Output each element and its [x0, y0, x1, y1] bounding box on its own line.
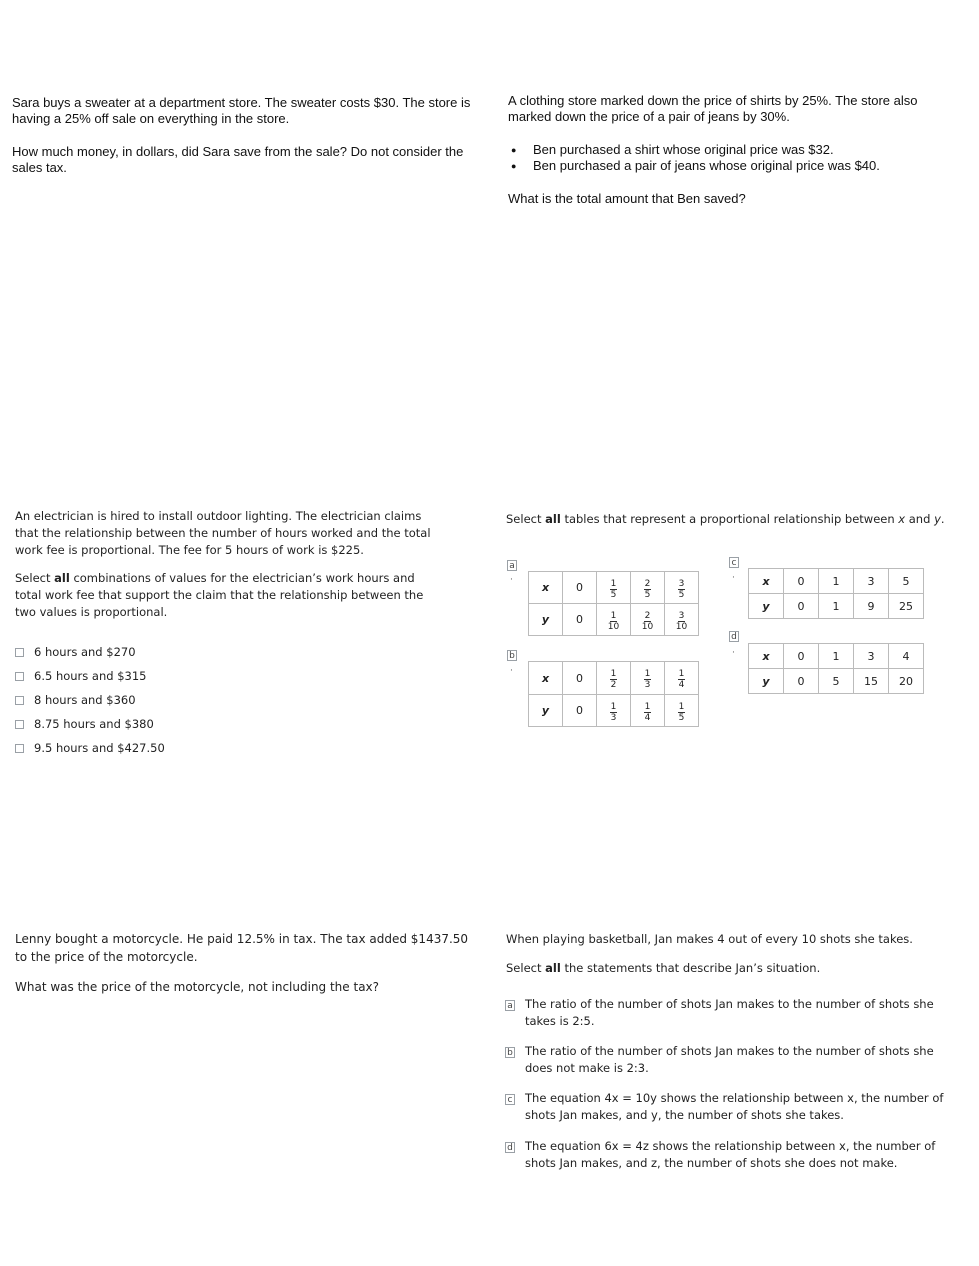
- choice-c-marker[interactable]: c: [505, 1094, 515, 1105]
- choice-b-marker[interactable]: b: [505, 1047, 515, 1058]
- question-motorcycle: [15, 930, 480, 996]
- option-row[interactable]: [15, 736, 435, 760]
- table-cell: 4: [889, 644, 924, 669]
- option-row[interactable]: [15, 688, 435, 712]
- table-cell: $\frac{2}{5}$: [631, 572, 665, 604]
- x-header: x: [529, 572, 563, 604]
- table-cell: 0: [784, 569, 819, 594]
- table-cell: $\frac{1}{4}$: [631, 695, 665, 727]
- option-text: The ratio of the number of shots Jan makes to the number of shots she does not make is 2:3.: [525, 1044, 934, 1075]
- table-cell: 1: [819, 594, 854, 619]
- checkbox[interactable]: [15, 720, 24, 729]
- question-stem: Sara buys a sweater at a department store. The sweater costs $30. The store is having a 25% off sale on everything in the store.: [12, 95, 471, 126]
- question-stem: When playing basketball, Jan makes 4 out of every 10 shots she takes.: [506, 932, 913, 946]
- dot: ·: [732, 573, 735, 583]
- table-cell: 3: [854, 569, 889, 594]
- checkbox[interactable]: [15, 672, 24, 681]
- choice-a-marker[interactable]: a: [505, 1000, 515, 1011]
- question-clothing-store: [508, 93, 948, 207]
- option-text: The equation 4x = 10y shows the relationship between x, the number of shots Jan makes, and y, the number of shots she takes.: [525, 1091, 944, 1122]
- question-instruction: Select all the statements that describe Jan’s situation.: [506, 961, 821, 975]
- answer-options: [15, 640, 435, 760]
- table-cell: 25: [889, 594, 924, 619]
- option-d[interactable]: [505, 1138, 955, 1172]
- option-a[interactable]: [505, 996, 955, 1030]
- x-header: x: [749, 644, 784, 669]
- choice-b-marker[interactable]: b: [507, 650, 517, 661]
- x-header: x: [529, 662, 563, 695]
- table-cell: $\frac{1}{3}$: [631, 662, 665, 695]
- option-row[interactable]: [15, 640, 435, 664]
- y-header: y: [749, 669, 784, 694]
- bullet-list: [508, 142, 948, 174]
- table-cell: 9: [854, 594, 889, 619]
- option-label: 8.75 hours and $380: [34, 716, 154, 731]
- table-cell: $\frac{3}{10}$: [665, 604, 699, 636]
- list-item: ● Ben purchased a shirt whose original price was $32.: [508, 142, 948, 158]
- table-cell: $\frac{2}{10}$: [631, 604, 665, 636]
- question-electrician: [15, 508, 435, 760]
- table-cell: $\frac{1}{5}$: [597, 572, 631, 604]
- question-prompt: How much money, in dollars, did Sara save from the sale? Do not consider the sales tax.: [12, 144, 464, 175]
- table-cell: 0: [563, 662, 597, 695]
- dot: ·: [510, 666, 513, 676]
- table-cell: 15: [854, 669, 889, 694]
- choice-d-marker[interactable]: d: [505, 1142, 515, 1153]
- question-stem: A clothing store marked down the price of shirts by 25%. The store also marked down the price of a pair of jeans by 30%.: [508, 93, 918, 124]
- option-c[interactable]: [505, 1090, 955, 1124]
- table-cell: 1: [819, 644, 854, 669]
- table-cell: $\frac{1}{4}$: [665, 662, 699, 695]
- option-text: The ratio of the number of shots Jan makes to the number of shots she takes is 2:5.: [525, 997, 934, 1028]
- question-instruction: Select all combinations of values for the electrician’s work hours and total work fee that support the claim that the relationship between the two values is proportional.: [15, 571, 424, 619]
- option-row[interactable]: [15, 712, 435, 736]
- question-proportional-tables: [506, 511, 946, 528]
- checkbox[interactable]: [15, 648, 24, 657]
- option-label: 6.5 hours and $315: [34, 668, 147, 683]
- y-header: y: [749, 594, 784, 619]
- table-d[interactable]: [748, 643, 924, 694]
- x-header: x: [749, 569, 784, 594]
- option-b[interactable]: [505, 1043, 955, 1077]
- list-item: ● Ben purchased a pair of jeans whose original price was $40.: [508, 158, 948, 174]
- choice-c-marker[interactable]: c: [729, 557, 739, 568]
- option-text: The equation 6x = 4z shows the relationship between x, the number of shots Jan makes, and z, the number of shots she does not make.: [525, 1139, 936, 1170]
- question-stem: An electrician is hired to install outdoor lighting. The electrician claims that the relationship between the number of hours worked and the total work fee is proportional. The fee for 5 hours of work is $225.: [15, 509, 431, 557]
- table-cell: 0: [563, 695, 597, 727]
- table-a[interactable]: [528, 571, 699, 636]
- question-stem: Lenny bought a motorcycle. He paid 12.5% in tax. The tax added $1437.50 to the price of the motorcycle.: [15, 932, 469, 964]
- table-cell: $\frac{1}{5}$: [665, 695, 699, 727]
- checkbox[interactable]: [15, 744, 24, 753]
- table-cell: 0: [784, 644, 819, 669]
- question-basketball: [506, 931, 956, 977]
- question-prompt: What was the price of the motorcycle, not including the tax?: [15, 980, 380, 994]
- question-sweater: [12, 95, 472, 176]
- option-label: 9.5 hours and $427.50: [34, 740, 165, 755]
- question-instruction: Select all tables that represent a proportional relationship between x and y.: [506, 512, 945, 526]
- table-cell: 0: [563, 572, 597, 604]
- table-cell: 3: [854, 644, 889, 669]
- option-label: 8 hours and $360: [34, 692, 136, 707]
- table-c[interactable]: [748, 568, 924, 619]
- dot: ·: [732, 648, 735, 658]
- table-cell: 1: [819, 569, 854, 594]
- y-header: y: [529, 604, 563, 636]
- table-cell: $\frac{3}{5}$: [665, 572, 699, 604]
- option-row[interactable]: [15, 664, 435, 688]
- table-cell: 20: [889, 669, 924, 694]
- question-prompt: What is the total amount that Ben saved?: [508, 191, 746, 206]
- table-b[interactable]: [528, 661, 699, 727]
- table-cell: $\frac{1}{2}$: [597, 662, 631, 695]
- table-cell: 5: [819, 669, 854, 694]
- table-cell: 0: [784, 594, 819, 619]
- table-cell: $\frac{1}{3}$: [597, 695, 631, 727]
- dot: ·: [510, 575, 513, 585]
- checkbox[interactable]: [15, 696, 24, 705]
- table-cell: 0: [563, 604, 597, 636]
- y-header: y: [529, 695, 563, 727]
- choice-d-marker[interactable]: d: [729, 631, 739, 642]
- table-cell: 5: [889, 569, 924, 594]
- option-label: 6 hours and $270: [34, 644, 136, 659]
- table-cell: $\frac{1}{10}$: [597, 604, 631, 636]
- choice-a-marker[interactable]: a: [507, 560, 517, 571]
- table-cell: 0: [784, 669, 819, 694]
